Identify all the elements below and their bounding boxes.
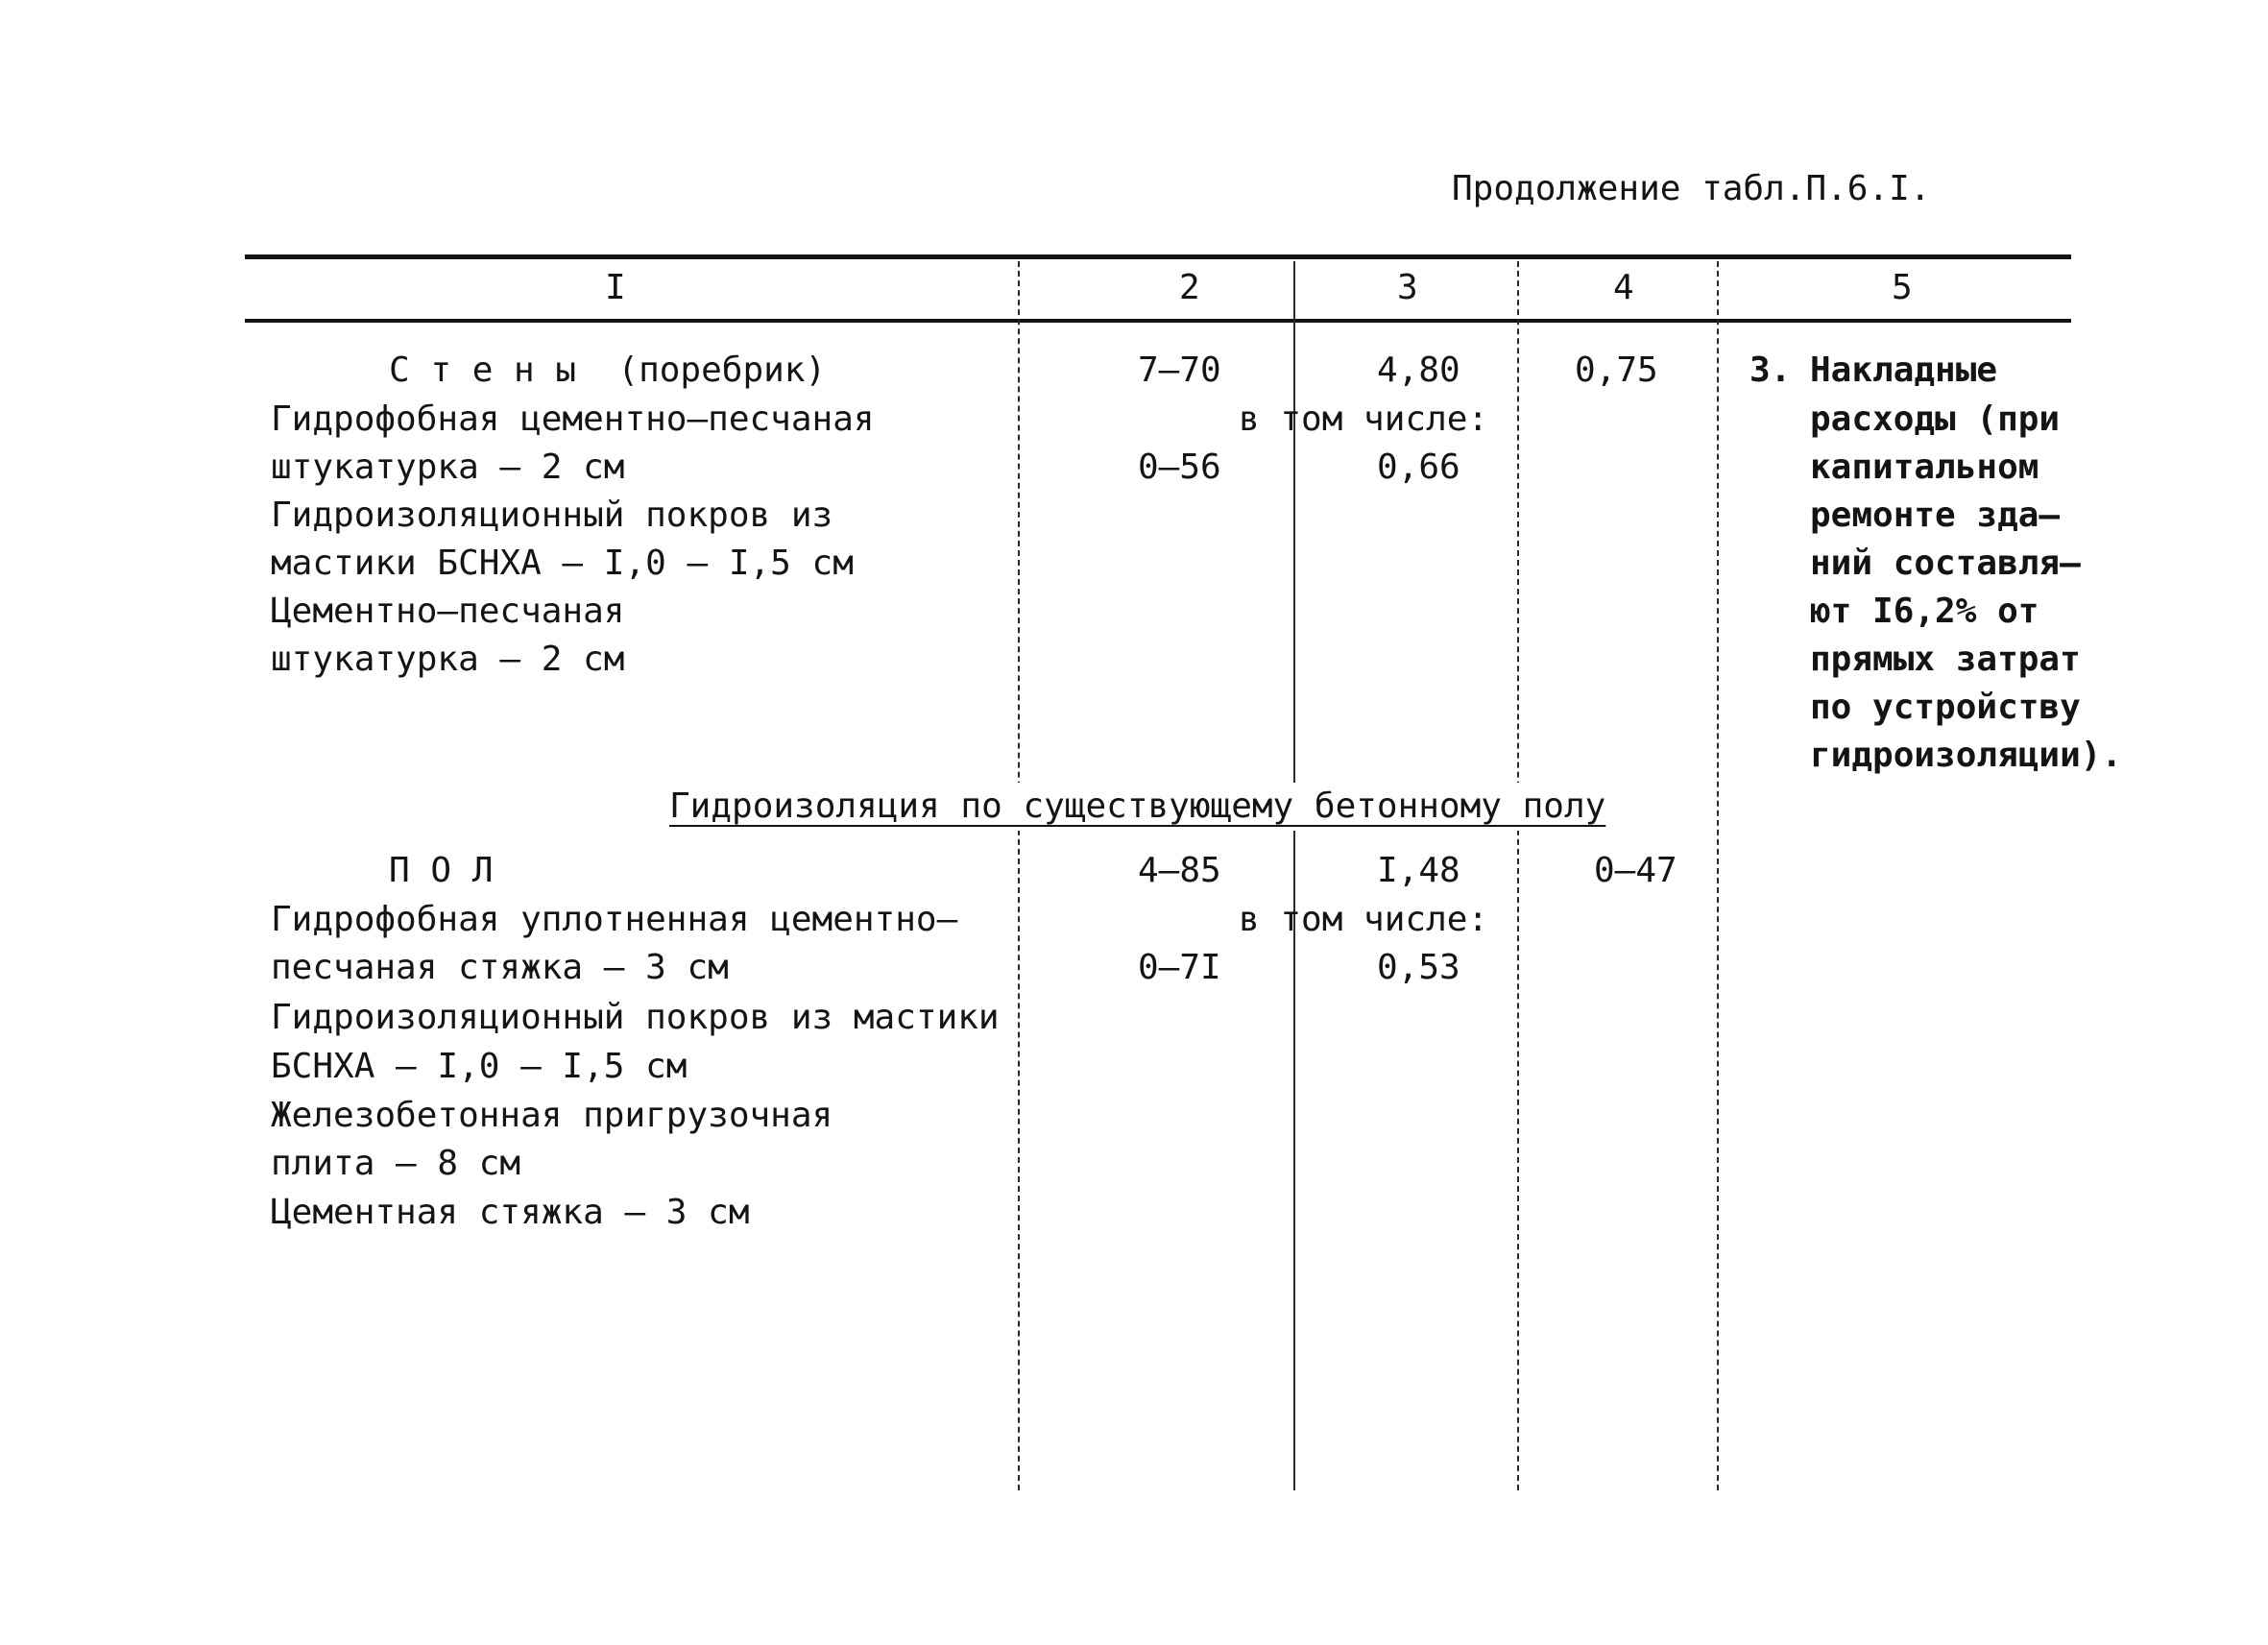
cost-value: 4–85 (1138, 851, 1221, 890)
note-line: Накладные (1810, 351, 1998, 390)
column-header-5: 5 (1892, 268, 1913, 307)
table-caption: Продолжение табл.П.6.I. (1452, 169, 1931, 208)
layer-line: Железобетонная пригрузочная (271, 1096, 833, 1135)
layer-line: Гидроизоляционный покров из мастики (271, 998, 1000, 1037)
column-divider-4 (1717, 261, 1719, 1490)
including-label: в том числе: (1239, 399, 1489, 439)
note-line: по устройству (1810, 688, 2081, 727)
note-line: расходы (при (1810, 399, 2061, 439)
column-header-2: 2 (1179, 268, 1200, 307)
note-line: ремонте зда– (1810, 496, 2061, 535)
layer-line: Гидрофобная уплотненная цементно– (271, 900, 958, 939)
section-heading: П О Л (389, 851, 494, 890)
layer-line: песчаная стяжка – 3 см (271, 948, 729, 987)
layer-line: Гидроизоляционный покров из (271, 496, 833, 535)
column-header-3: 3 (1397, 268, 1418, 307)
including-label: в том числе: (1239, 900, 1489, 939)
note-line: ний составля– (1810, 544, 2081, 583)
cost-value: 0–56 (1138, 448, 1221, 487)
section-heading: С т е н ы (поребрик) (389, 351, 827, 390)
layer-line: штукатурка – 2 см (271, 448, 625, 487)
layer-line: плита – 8 см (271, 1144, 521, 1183)
layer-line: БСНХА – I,0 – I,5 см (271, 1047, 688, 1086)
table-header-rule (245, 319, 2071, 323)
note-line: капитальном (1810, 448, 2039, 487)
layer-line: Цементно–песчаная (271, 592, 625, 631)
cost-value: I,48 (1377, 851, 1460, 890)
layer-line: Цементная стяжка – 3 см (271, 1193, 750, 1232)
column-divider-2 (1293, 261, 1295, 1490)
column-header-1: I (605, 268, 626, 307)
layer-line: Гидрофобная цементно–песчаная (271, 399, 875, 439)
cost-value: 0,75 (1575, 351, 1658, 390)
note-line: ют I6,2% от (1810, 592, 2039, 631)
layer-line: штукатурка – 2 см (271, 640, 625, 679)
column-header-4: 4 (1613, 268, 1634, 307)
note-number: 3. (1749, 351, 1792, 390)
section-subtitle: Гидроизоляция по существующему бетонному полу (665, 783, 1609, 831)
column-divider-1 (1018, 261, 1020, 1490)
cost-value: 0,66 (1377, 448, 1460, 487)
table-top-rule (245, 254, 2071, 259)
cost-value: 4,80 (1377, 351, 1460, 390)
cost-value: 7–70 (1138, 351, 1221, 390)
note-line: гидроизоляции). (1810, 736, 2123, 775)
cost-value: 0,53 (1377, 948, 1460, 987)
layer-line: мастики БСНХА – I,0 – I,5 см (271, 544, 854, 583)
cost-value: 0–47 (1594, 851, 1677, 890)
note-line: прямых затрат (1810, 640, 2081, 679)
cost-value: 0–7I (1138, 948, 1221, 987)
column-divider-3 (1517, 261, 1519, 1490)
